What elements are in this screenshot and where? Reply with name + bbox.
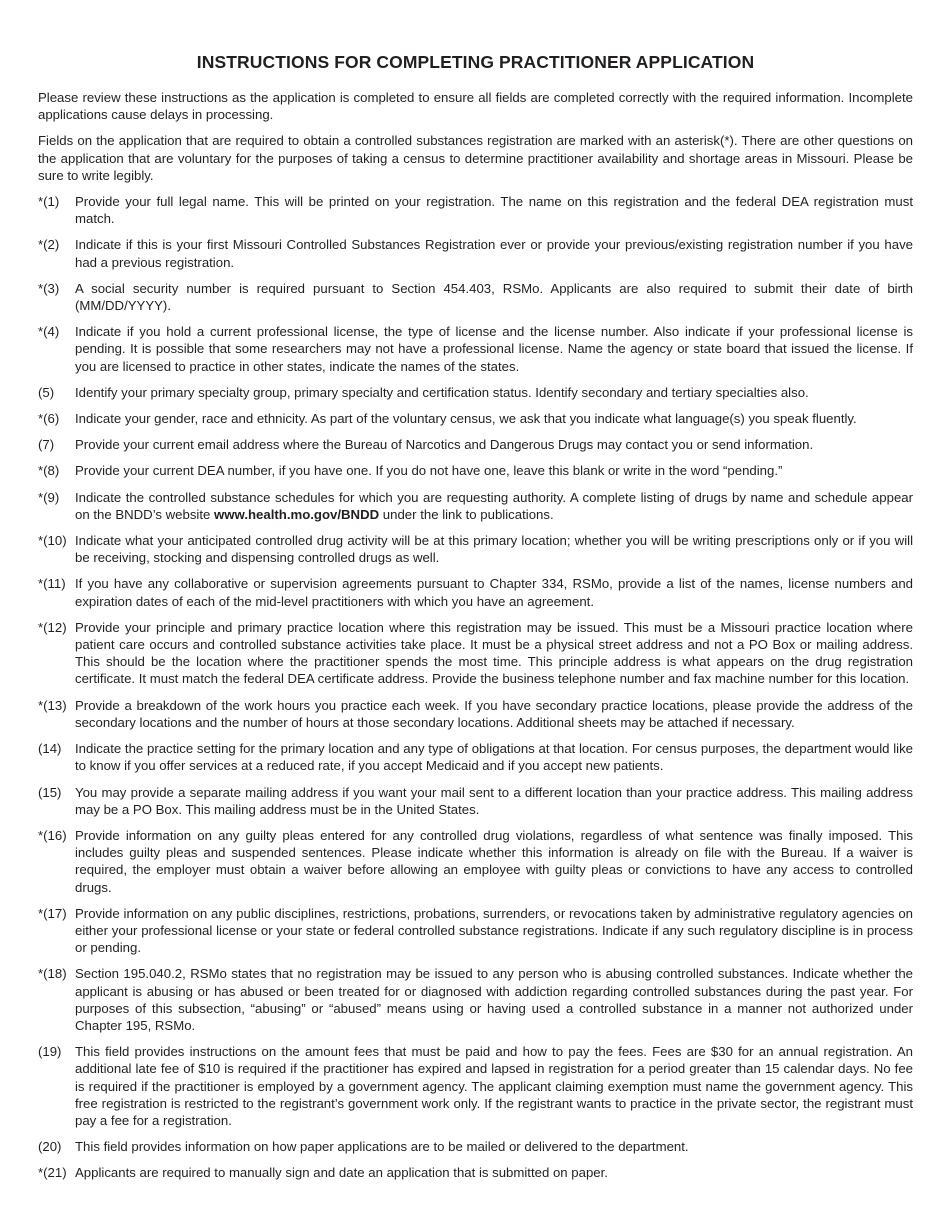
- instruction-item: [38, 1138, 913, 1155]
- item-number: *(6): [38, 411, 60, 427]
- item-text: If you have any collaborative or supervision agreements pursuant to Chapter 334, RSMo, provide a list of the names, license numbers and expiration dates of each of the mid-level practitioners with which you have an agreement.: [75, 576, 913, 609]
- item-text: Section 195.040.2, RSMo states that no registration may be issued to any person who is abusing controlled substances. Indicate whether the applicant is abusing or has abused or been treated for or diagnosed with addiction regarding controlled substances during the past year. For purposes of this subsection, “abusing” or “abused” means using or having used a controlled substance in a manner not authorized under Chapter 195, RSMo.: [75, 966, 913, 1033]
- item-number: *(10): [38, 533, 67, 549]
- instruction-item: [38, 965, 913, 1034]
- instruction-item: [38, 905, 913, 957]
- item-text: Applicants are required to manually sign and date an application that is submitted on paper.: [75, 1165, 608, 1181]
- item-text: Identify your primary specialty group, primary specialty and certification status. Identify secondary and tertiary specialties also.: [75, 384, 809, 400]
- instruction-item: [38, 436, 913, 453]
- instruction-item: [38, 532, 913, 566]
- intro-paragraph: Fields on the application that are required to obtain a controlled substances registration are marked with an asterisk(*). There are other questions on the application that are voluntary for the purposes of taking a census to determine practitioner availability and shortage areas in Missouri. Please be sure to write legibly.: [38, 133, 913, 183]
- instruction-item: [38, 827, 913, 896]
- item-text: Indicate if you hold a current professional license, the type of license and the license number. Also indicate if your professional license is pending. It is possible that some researchers may not have a professional license. Name the agency or state board that issued the license. If you are licensed to practice in other states, indicate the names of the states.: [75, 324, 913, 374]
- instruction-item: [38, 384, 913, 401]
- item-number: *(4): [38, 324, 60, 340]
- item-number: (15): [38, 784, 62, 800]
- item-text: Provide your principle and primary practice location where this registration may be issued. This must be a Missouri practice location where patient care occurs and controlled substance activities take place. It must be a physical street address and not a PO Box or mailing address. This should be the location where the practitioner spends the most time. This principle address is what appears on the drug registration certificate. It must match the federal DEA certificate address. Provide the business telephone number and fax machine number for this location.: [75, 619, 913, 687]
- item-text: Provide your current DEA number, if you have one. If you do not have one, leave this blank or write in the word “pending.”: [75, 463, 783, 479]
- instruction-item: [38, 619, 913, 688]
- item-number: *(9): [38, 489, 60, 505]
- item-text: Indicate the practice setting for the primary location and any type of obligations at that location. For census purposes, the department would like to know if you offer services at a reduced rate, if you accept Medicaid and if you accept new patients.: [75, 741, 913, 774]
- item-text: This field provides information on how paper applications are to be mailed or delivered to the department.: [75, 1139, 689, 1155]
- item-number: *(12): [38, 619, 67, 635]
- item-text-part: Indicate the controlled substance schedules for which you are requesting authority. A complete listing of drugs by name and schedule appear on the BNDD’s website: [75, 489, 913, 522]
- item-number: (14): [38, 741, 62, 757]
- item-number: *(13): [38, 697, 67, 713]
- intro-paragraph: Please review these instructions as the application is completed to ensure all fields are completed correctly with the required information. Incomplete applications cause delays in processing.: [38, 90, 913, 123]
- item-number: *(11): [38, 576, 66, 592]
- item-text: Provide a breakdown of the work hours you practice each week. If you have secondary practice locations, please provide the address of the secondary locations and the number of hours at those secondary locations. Additional sheets may be attached if necessary.: [75, 697, 913, 730]
- item-text: This field provides instructions on the amount fees that must be paid and how to pay the fees. Fees are $30 for an annual registration. An additional late fee of $10 is required if the practitioner has expired and lapsed in registration for a period greater than 15 calendar days. No fee is required if the practitioner is employed by a government agency. The applicant claiming exemption must name the government agency. This free registration is restricted to the registrant’s government work only. If the registrant wants to practice in the private sector, the registrant must pay a fee for a registration.: [75, 1044, 913, 1128]
- item-number: *(3): [38, 280, 60, 296]
- item-number: (20): [38, 1139, 62, 1155]
- instruction-item: [38, 280, 913, 314]
- item-number: (7): [38, 437, 55, 453]
- item-text: Provide your current email address where the Bureau of Narcotics and Dangerous Drugs may contact you or send information.: [75, 437, 814, 453]
- item-text-part: under the link to publications.: [379, 506, 554, 522]
- item-text: [75, 489, 913, 523]
- item-number: (5): [38, 384, 55, 400]
- instruction-item: [38, 1043, 913, 1129]
- item-text: A social security number is required pursuant to Section 454.403, RSMo. Applicants are also required to submit their date of birth (MM/DD/YYYY).: [75, 280, 913, 314]
- instruction-item: [38, 489, 913, 523]
- item-text: Provide your full legal name. This will be printed on your registration. The name on this registration and the federal DEA registration must match.: [75, 194, 913, 227]
- item-text: You may provide a separate mailing address if you want your mail sent to a different location than your practice address. This mailing address may be a PO Box. This mailing address must be in the United States.: [75, 784, 913, 817]
- bndd-website-link[interactable]: www.health.mo.gov/BNDD: [214, 506, 380, 522]
- item-number: *(8): [38, 463, 60, 479]
- instruction-item: [38, 575, 913, 609]
- instruction-item: [38, 236, 913, 270]
- instruction-item: [38, 1164, 913, 1181]
- instruction-item: [38, 193, 913, 227]
- instruction-item: [38, 410, 913, 427]
- item-number: *(1): [38, 194, 60, 210]
- item-number: *(18): [38, 966, 67, 982]
- instruction-item: [38, 323, 913, 375]
- item-number: *(2): [38, 237, 60, 253]
- instruction-item: [38, 784, 913, 818]
- item-number: *(16): [38, 827, 67, 843]
- item-number: *(21): [38, 1165, 67, 1181]
- item-text: Indicate if this is your first Missouri Controlled Substances Registration ever or provide your previous/existing registration number if you have had a previous registration.: [75, 237, 913, 270]
- page-title: INSTRUCTIONS FOR COMPLETING PRACTITIONER APPLICATION: [196, 52, 755, 72]
- item-text: Provide information on any public disciplines, restrictions, probations, surrenders, or revocations taken by administrative regulatory agencies on either your professional license or your state or federal controlled substance registrations. Indicate if any such regulatory discipline is in process or pending.: [75, 905, 913, 956]
- item-text: Indicate what your anticipated controlled drug activity will be at this primary location; whether you will be writing prescriptions only or if you will be receiving, stocking and dispensing controlled drugs as well.: [75, 533, 913, 566]
- instruction-item: [38, 462, 913, 479]
- instruction-item: [38, 697, 913, 731]
- instruction-item: [38, 740, 913, 774]
- item-number: *(17): [38, 905, 67, 921]
- item-number: (19): [38, 1044, 62, 1060]
- item-text: Provide information on any guilty pleas entered for any controlled drug violations, regardless of what sentence was finally imposed. This includes guilty pleas and suspended sentences. Please indicate whether this information is already on file with the Bureau. If a waiver is required, the employer must obtain a waiver before allowing an employee with guilty pleas or convictions to have any access to controlled drugs.: [75, 827, 913, 895]
- item-text: Indicate your gender, race and ethnicity. As part of the voluntary census, we ask that you indicate what language(s) you speak fluently.: [75, 411, 857, 427]
